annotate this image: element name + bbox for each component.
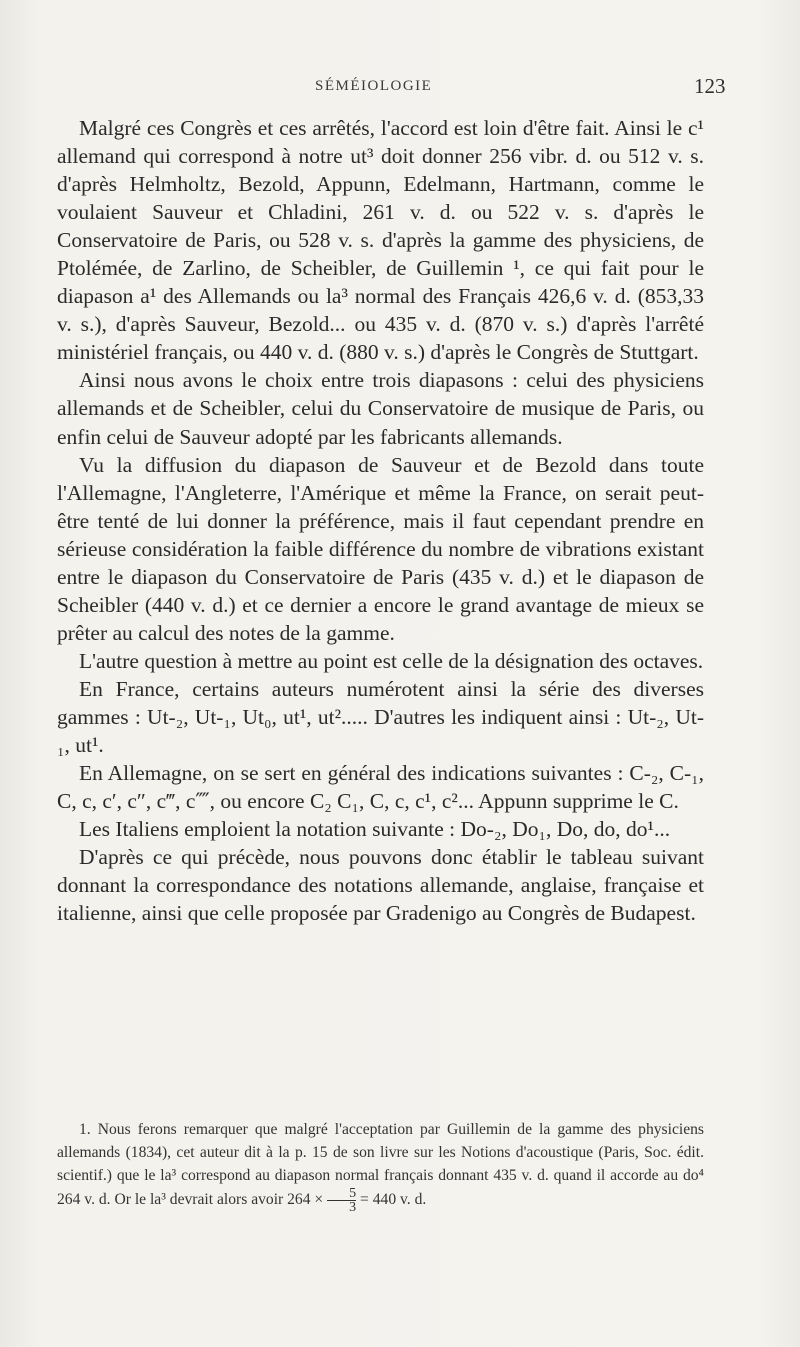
page-number: 123 — [694, 74, 726, 98]
fraction — [327, 1187, 356, 1214]
paragraph: En Allemagne, on se sert en général des indications suivantes : C-₂, C-₁, C, c, c′, c″, c‴, c⁗, ou encore C₂ C₁, C, c, c¹, c²... Appunn supprime le C. — [57, 761, 704, 814]
paragraph: L'autre question à mettre au point est celle de la désignation des octaves. — [79, 648, 704, 673]
footnote-text-after: = 440 v. d. — [360, 1191, 427, 1209]
paragraph: Vu la diffusion du diapason de Sauveur et de Bezold dans toute l'Allemagne, l'Angleterre, l'Amérique et même la France, on serait peut-être tenté de lui donner la préférence, mais il faut cependant prendre en sérieuse considération la faible différence du nombre de vibrations existant entre le diapason du Conservatoire de Paris (435 v. d.) et le diapason de Scheibler (440 v. d.) et ce dernier a encore le grand avantage de mieux se prêter au calcul des notes de la gamme. — [57, 452, 704, 645]
paragraph: Les Italiens emploient la notation suivante : Do-₂, Do₁, Do, do, do¹... — [79, 817, 671, 842]
footnote-text-before: 1. Nous ferons remarquer que malgré l'acceptation par Guillemin de la gamme des physiciens allemands (1834), cet auteur dit à la p. 15 de son livre sur les Notions d'acoustique (Paris, Soc. édit. scientif.) que le la³ correspond au diapason normal français donnant 435 v. d. quand il accorde au do⁴ 264 v. d. Or le la³ devrait alors avoir 264 × — [57, 1121, 704, 1209]
fraction-denominator: 3 — [327, 1200, 356, 1214]
fraction-numerator: 5 — [349, 1186, 357, 1201]
paragraph: Malgré ces Congrès et ces arrêtés, l'accord est loin d'être fait. Ainsi le c¹ allemand qui correspond à notre ut³ doit donner 256 vibr. d. ou 512 v. s. d'après Helmholtz, Bezold, Appunn, Edelmann, Hartmann, comme le voulaient Sauveur et Chladini, 261 v. d. ou 522 v. s. d'après le Conservatoire de Paris, ou 528 v. s. d'après la gamme des physiciens, de Ptolémée, de Zarlino, de Scheibler, de Guillemin ¹, ce qui fait pour le diapason a¹ des Allemands ou la³ normal des Français 426,6 v. d. (853,33 v. s.), d'après Sauveur, Bezold... ou 435 v. d. (870 v. s.) d'après l'arrêté ministériel français, ou 440 v. d. (880 v. s.) d'après le Congrès de Stuttgart. — [57, 116, 704, 365]
running-head: SÉMÉIOLOGIE — [315, 78, 433, 94]
body-text — [57, 114, 704, 927]
footnote — [57, 1118, 704, 1214]
paragraph: Ainsi nous avons le choix entre trois diapasons : celui des physiciens allemands et de Scheibler, celui du Conservatoire de musique de Paris, ou enfin celui de Sauveur adopté par les fabricants allemands. — [57, 368, 704, 449]
paragraph: D'après ce qui précède, nous pouvons donc établir le tableau suivant donnant la correspondance des notations allemande, anglaise, française et italienne, ainsi que celle proposée par Gradenigo au Congrès de Budapest. — [57, 845, 704, 926]
page-header — [0, 74, 800, 104]
footnote-text — [57, 1118, 704, 1214]
paragraph: En France, certains auteurs numérotent ainsi la série des diverses gammes : Ut-₂, Ut-₁, Ut₀, ut¹, ut²..... D'autres les indiquent ainsi : Ut-₂, Ut-₁, ut¹. — [57, 676, 704, 758]
